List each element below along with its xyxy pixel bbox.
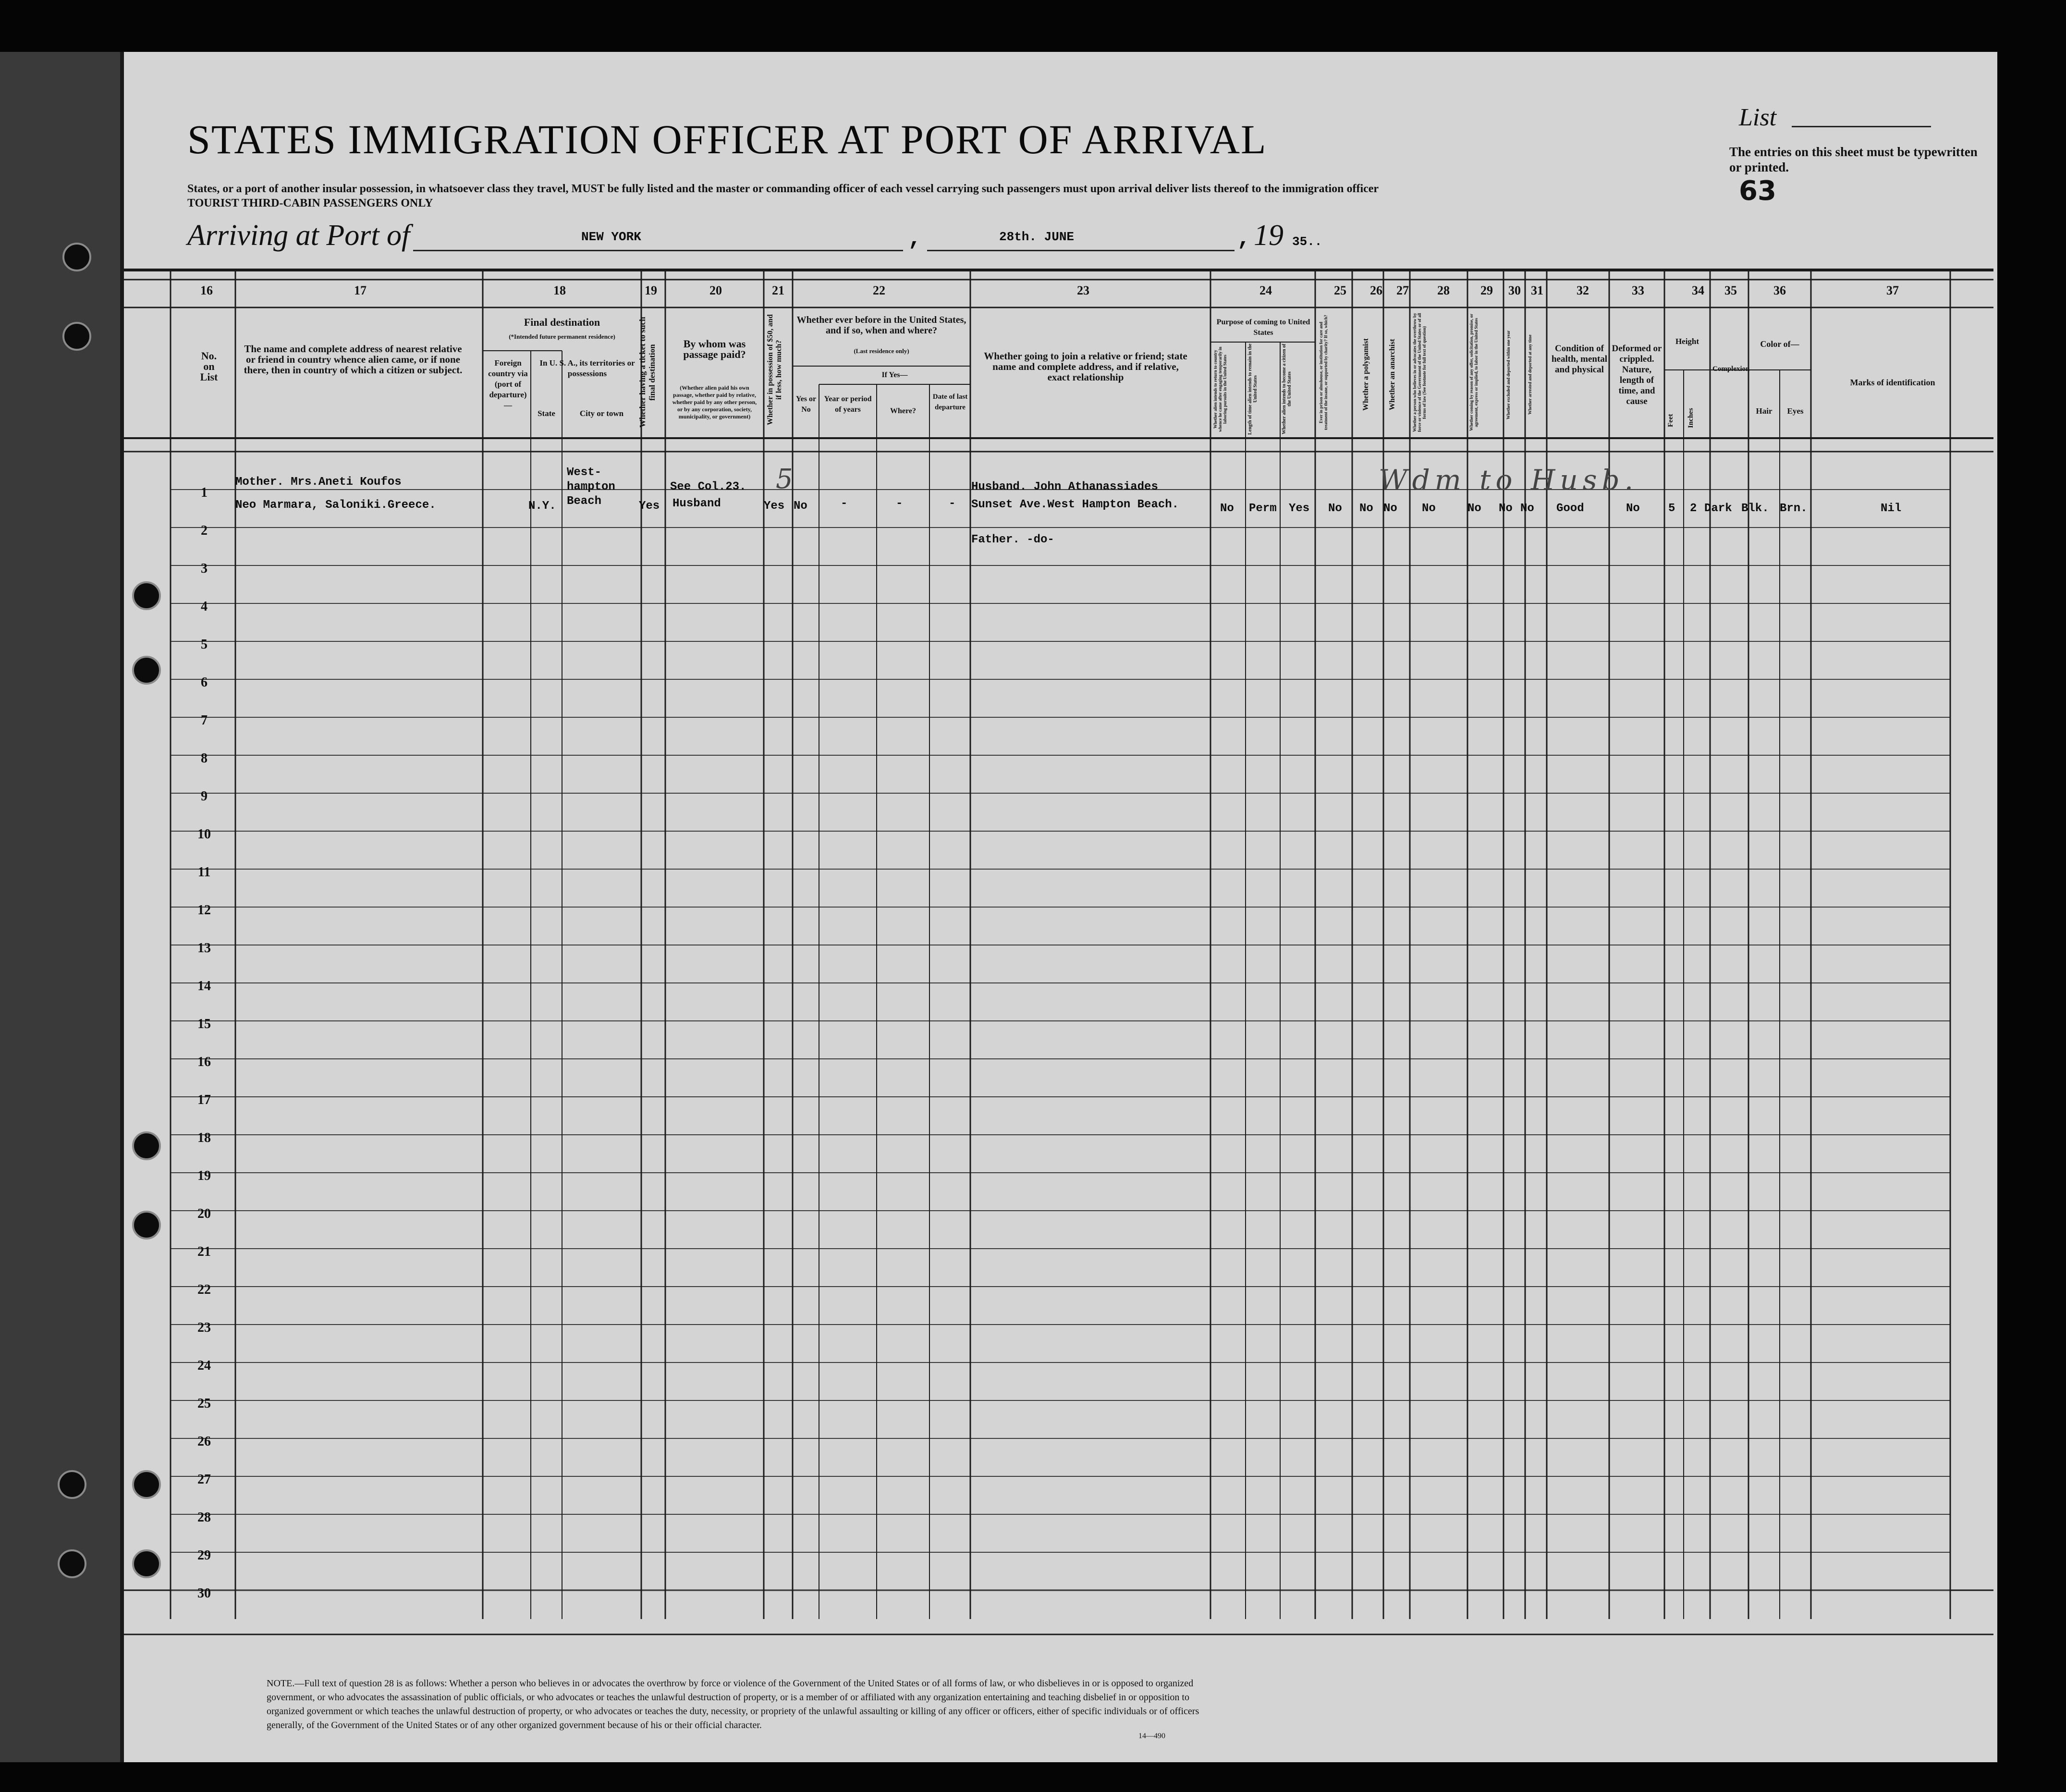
heading-eyes: Eyes bbox=[1787, 406, 1804, 416]
column-number: 22 bbox=[873, 283, 885, 297]
row-number: 15 bbox=[197, 1017, 211, 1031]
polygamist-value: No bbox=[1359, 502, 1373, 515]
row-number: 25 bbox=[197, 1396, 211, 1411]
row-number: 2 bbox=[201, 523, 208, 538]
column-number: 33 bbox=[1632, 283, 1644, 297]
heading-possession: Whether in possession of $50, and if less, how much? bbox=[766, 314, 783, 426]
sheet-instruction: The entries on this sheet must be typewritten or printed. bbox=[1729, 145, 1978, 174]
heading-no-on-list: No. on List bbox=[200, 350, 218, 383]
row-number: 18 bbox=[197, 1130, 211, 1145]
row-number: 23 bbox=[197, 1320, 211, 1335]
row-number: 6 bbox=[201, 675, 208, 690]
row-number: 3 bbox=[201, 561, 208, 576]
row-number: 19 bbox=[197, 1168, 211, 1183]
heading-yes-no: Yes or No bbox=[795, 395, 817, 414]
heading-city: City or town bbox=[579, 409, 624, 418]
heading-feet: Feet bbox=[1667, 414, 1675, 427]
sheet-number: 63 bbox=[1739, 175, 1776, 207]
column-number: 23 bbox=[1077, 283, 1089, 297]
heading-height: Height bbox=[1675, 337, 1699, 346]
citizen-value: Yes bbox=[1289, 502, 1310, 515]
heading-in-usa: In U. S. A., its territories or possessions bbox=[539, 358, 635, 378]
row-number: 5 bbox=[201, 637, 208, 652]
heading-final-destination-note: (*Intended future permanent residence) bbox=[509, 333, 615, 340]
inches-value: 2 bbox=[1690, 502, 1697, 515]
heading-color-of: Color of— bbox=[1760, 339, 1799, 349]
column-number: 31 bbox=[1531, 283, 1543, 297]
labor-offer-value: No bbox=[1467, 502, 1481, 515]
health-value: Good bbox=[1556, 502, 1584, 515]
column-number: 37 bbox=[1886, 283, 1899, 297]
heading-join-relative: Whether going to join a relative or friend; state name and complete address, and if relative, exact relationship bbox=[984, 350, 1187, 383]
heading-nearest-relative: The name and complete address of nearest relative or friend in country whence alien came, or if none there, then in country of which a citizen or subject. bbox=[244, 343, 463, 376]
column-number: 27 bbox=[1396, 283, 1409, 297]
row-number: 13 bbox=[197, 941, 211, 956]
deformed-value: No bbox=[1626, 502, 1640, 515]
heading-overthrow: Whether a person who believes in or advocates the overthrow by force or violence of the Government of the United States or of all forms of law (See footnote for full text of question) bbox=[1412, 313, 1427, 432]
destination-state: N.Y. bbox=[528, 500, 556, 513]
marks-value: Nil bbox=[1881, 502, 1902, 515]
arrested-value: No bbox=[1520, 502, 1534, 515]
row-number: 27 bbox=[197, 1472, 211, 1487]
heading-marks: Marks of identification bbox=[1850, 378, 1935, 387]
column-number: 29 bbox=[1480, 283, 1493, 297]
relative-address: Neo Marmara, Saloniki.Greece. bbox=[235, 499, 436, 512]
prison-value: No bbox=[1328, 502, 1342, 515]
paid-by-2: Husband bbox=[672, 497, 721, 510]
comma: , bbox=[908, 226, 922, 252]
year-suffix: 35.. bbox=[1292, 234, 1322, 249]
heading-by-whom: By whom was passage paid? bbox=[683, 338, 746, 360]
row-number: 30 bbox=[197, 1586, 211, 1601]
column-number: 20 bbox=[709, 283, 722, 297]
heading-labor-offer: Whether coming by reason of any offer, solicitation, promise, or agreement, express or implied, to labor in the United States bbox=[1469, 313, 1479, 431]
port-value: NEW YORK bbox=[581, 230, 641, 244]
heading-hair: Hair bbox=[1756, 406, 1773, 416]
heading-date-departure: Date of last departure bbox=[932, 393, 968, 411]
heading-ticket: Whether having a ticket to such final destination bbox=[638, 317, 657, 428]
column-number: 30 bbox=[1508, 283, 1521, 297]
row-number: 8 bbox=[201, 751, 208, 766]
heading-final-destination: Final destination bbox=[524, 316, 600, 328]
column-number: 24 bbox=[1259, 283, 1272, 297]
heading-foreign-country: Foreign country via (port of departure)— bbox=[488, 358, 528, 410]
column-number: 35 bbox=[1724, 283, 1737, 297]
row-number: 29 bbox=[197, 1548, 211, 1563]
column-number: 26 bbox=[1370, 283, 1382, 297]
column-number: 18 bbox=[553, 283, 566, 297]
heading-where: Where? bbox=[890, 407, 916, 415]
period-value: - bbox=[841, 497, 848, 510]
column-number: 28 bbox=[1437, 283, 1450, 297]
form-title: STATES IMMIGRATION OFFICER AT PORT OF ARRIVAL bbox=[187, 116, 1267, 162]
where-value: - bbox=[896, 497, 903, 510]
row-number: 7 bbox=[201, 713, 208, 728]
paid-by-1: See Col.23. bbox=[670, 480, 746, 493]
destination-city-1: West- bbox=[567, 466, 602, 479]
heading-anarchist: Whether an anarchist bbox=[1388, 339, 1396, 411]
heading-purpose: Purpose of coming to United States bbox=[1216, 318, 1310, 337]
footnote: NOTE.—Full text of question 28 is as follows: Whether a person who believes in or advocates the overthrow by force or violence of the Government of the United States or of all forms of law, or who disbelieves in or is opposed to organized government, or who advocates the assassination of public officials, or who advocates or teaches the unlawful destruction of property, or is a member of or affiliated with any organization entertaining and teaching disbelief in or opposition to organized government or which teaches the unlawful destruction of property, or who advocates or teaches the duty, necessity, or propriety of the unlawful assaulting or killing of any officer or officers, either of specific individuals or of officers generally, of the Government of the United States or of any other organized government because of his or their official character. bbox=[267, 1678, 1199, 1731]
row-number: 28 bbox=[197, 1510, 211, 1525]
amount-handwritten: 5 bbox=[776, 464, 793, 495]
ever-before-value: No bbox=[794, 500, 807, 513]
column-number: 25 bbox=[1334, 283, 1346, 297]
heading-polygamist: Whether a polygamist bbox=[1362, 338, 1370, 411]
heading-condition: Condition of health, mental and physical bbox=[1551, 344, 1608, 375]
ticket-value: Yes bbox=[639, 500, 660, 513]
column-number: 36 bbox=[1773, 283, 1786, 297]
anarchist-value: No bbox=[1383, 502, 1397, 515]
column-number: 21 bbox=[772, 283, 784, 297]
heading-inches: Inches bbox=[1687, 408, 1695, 428]
row-number: 9 bbox=[201, 789, 208, 804]
column-number: 32 bbox=[1577, 283, 1589, 297]
date-value: 28th. JUNE bbox=[999, 230, 1075, 244]
departure-value: - bbox=[949, 497, 956, 510]
possession-value: Yes bbox=[764, 500, 785, 513]
heading-purpose-return: Whether alien intends to return to country whence he came after engaging temporarily in laboring pursuits in the United States bbox=[1213, 346, 1227, 432]
heading-by-whom-note: (Whether alien paid his own passage, whether paid by relative, whether paid by any other person, or by any corporation, society, municipality, or government) bbox=[672, 384, 757, 420]
row-number: 11 bbox=[197, 865, 211, 880]
heading-complexion: Complexion bbox=[1712, 365, 1750, 373]
destination-city-3: Beach bbox=[567, 495, 602, 508]
row-number: 24 bbox=[197, 1358, 211, 1373]
heading-year-period: Year or period of years bbox=[824, 395, 872, 414]
row-number: 10 bbox=[197, 827, 211, 842]
join-relative-1: Husband. John Athanassiades bbox=[971, 480, 1158, 493]
return-value: No bbox=[1220, 502, 1234, 515]
heading-arrested: Whether arrested and deported at any time bbox=[1528, 334, 1532, 415]
heading-purpose-citizen: Whether alien intends to become a citizen of the United States bbox=[1282, 344, 1292, 435]
year-prefix: 19 bbox=[1254, 219, 1284, 252]
heading-purpose-length: Length of time alien intends to remain in the United States bbox=[1247, 344, 1258, 435]
row-number: 16 bbox=[197, 1055, 211, 1069]
column-number: 34 bbox=[1692, 283, 1704, 297]
join-relative-3: Father. -do- bbox=[971, 533, 1054, 546]
heading-excluded: Whether excluded and deported within one year bbox=[1506, 330, 1511, 419]
row-number: 4 bbox=[201, 599, 208, 614]
feet-value: 5 bbox=[1668, 502, 1675, 515]
row-number: 14 bbox=[197, 979, 211, 994]
row-number: 17 bbox=[197, 1092, 211, 1107]
excluded-value: No bbox=[1499, 502, 1513, 515]
row-number: 21 bbox=[197, 1244, 211, 1259]
heading-if-yes: If Yes— bbox=[881, 371, 908, 379]
form-instruction: States, or a port of another insular possession, in whatsoever class they travel, MUST be fully listed and the master or commanding officer of each vessel carrying such passengers must upon arrival deliver lists thereof to the immigration officer bbox=[187, 183, 1379, 195]
eyes-value: Brn. bbox=[1780, 502, 1808, 515]
heading-prison: Ever in prison or almshouse, or institution for care and treatment of the insane, or supported by charity? If so, which? bbox=[1319, 315, 1328, 430]
row-number: 1 bbox=[201, 485, 208, 500]
heading-deformed: Deformed or crippled. Nature, length of time, and cause bbox=[1612, 344, 1662, 406]
column-number: 16 bbox=[200, 283, 213, 297]
relative-name: Mother. Mrs.Aneti Koufos bbox=[235, 476, 402, 489]
form-number: 14—490 bbox=[1138, 1732, 1165, 1740]
destination-city-2: hampton bbox=[567, 480, 615, 493]
heading-ever-before: Whether ever before in the United States, and if so, when and where? bbox=[796, 315, 966, 336]
row-number: 22 bbox=[197, 1282, 211, 1297]
form-class-note: TOURIST THIRD-CABIN PASSENGERS ONLY bbox=[187, 197, 433, 209]
column-number: 19 bbox=[645, 283, 657, 297]
overthrow-value: No bbox=[1422, 502, 1436, 515]
list-label: List bbox=[1739, 104, 1777, 131]
arriving-label: Arriving at Port of bbox=[187, 219, 410, 252]
hair-value: Blk. bbox=[1741, 502, 1769, 515]
column-number: 17 bbox=[354, 283, 367, 297]
length-value: Perm bbox=[1249, 502, 1277, 515]
join-relative-2: Sunset Ave.West Hampton Beach. bbox=[971, 498, 1179, 511]
heading-last-residence: (Last residence only) bbox=[854, 347, 909, 355]
heading-state: State bbox=[538, 409, 555, 418]
comma: , bbox=[1237, 226, 1251, 252]
row-number: 26 bbox=[197, 1434, 211, 1449]
handwritten-annotation: Wdm to Husb. bbox=[1379, 464, 1638, 496]
row-number: 12 bbox=[197, 903, 211, 918]
row-number: 20 bbox=[197, 1206, 211, 1221]
complexion-value: Dark bbox=[1704, 502, 1732, 515]
